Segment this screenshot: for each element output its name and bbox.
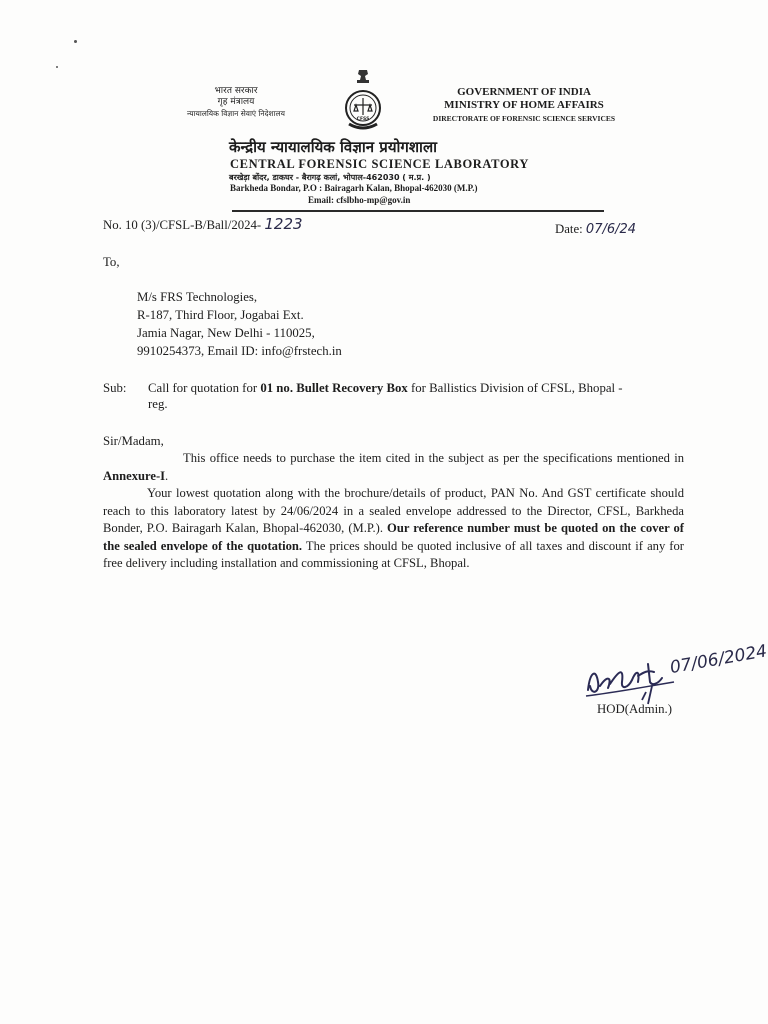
address-english: Barkheda Bondar, P.O : Bairagarh Kalan, Bhopal-462030 (M.P.) xyxy=(230,183,478,193)
directorate-name: DIRECTORATE OF FORENSIC SCIENCE SERVICES xyxy=(432,114,616,123)
subject-label: Sub: xyxy=(103,381,127,395)
reference-instruction: Our reference number must be quoted on the cover of the sealed envelope of the quotation. xyxy=(103,521,684,553)
hindi-line-ministry: गृह मंत्रालय xyxy=(217,97,255,107)
letter-date xyxy=(555,220,636,239)
subject-line2: reg. xyxy=(148,397,168,411)
signature-date: 07/06/2024 xyxy=(668,641,768,678)
p1-end: . xyxy=(165,468,169,483)
subject-item: 01 no. Bullet Recovery Box xyxy=(260,381,408,395)
address-line: Jamia Nagar, New Delhi - 110025, xyxy=(137,326,315,340)
ministry-home-affairs: MINISTRY OF HOME AFFAIRS xyxy=(444,99,604,111)
date-handwritten: 07/6/24 xyxy=(585,222,637,237)
gov-of-india: GOVERNMENT OF INDIA xyxy=(457,86,591,98)
header-divider xyxy=(232,210,604,212)
hindi-line-directorate: न्यायालयिक विज्ञान सेवाएं निदेशालय xyxy=(186,109,285,118)
hindi-line-govt: भारत सरकार xyxy=(214,86,258,96)
address-line: 9910254373, Email ID: info@frstech.in xyxy=(137,344,342,358)
p2-text: Your lowest quotation along with the brochure/details of product, PAN No. And GST certificate should reach to this laboratory latest by 24/06/2024 in a sealed envelope addressed to the Director, CFSL, Barkheda Bonder, P.O. Bairagarh Kalan, Bhopal-462030, (M.P.). xyxy=(103,486,684,535)
scan-speck xyxy=(74,40,77,43)
p2-end: The prices should be quoted inclusive of all taxes and discount if any for free delivery including installation and commissioning at CFSL, Bhopal. xyxy=(103,538,684,570)
salutation: Sir/Madam, xyxy=(103,434,164,448)
ref-printed: No. 10 (3)/CFSL-B/Ball/2024- xyxy=(103,218,262,232)
lab-name-english: CENTRAL FORENSIC SCIENCE LABORATORY xyxy=(230,157,529,171)
scan-speck xyxy=(56,66,58,68)
p1-text: This office needs to purchase the item cited in the subject as per the specifications mentioned in xyxy=(183,451,684,465)
subject-pre: Call for quotation for xyxy=(148,381,261,395)
ref-handwritten: 1223 xyxy=(264,215,303,233)
paragraph-2 xyxy=(103,485,684,573)
address-line: M/s FRS Technologies, xyxy=(137,290,258,304)
reference-number xyxy=(103,215,303,234)
date-label: Date: xyxy=(555,222,583,236)
recipient-address xyxy=(137,288,342,360)
hindi-ministry-block xyxy=(166,86,306,119)
paragraph-1 xyxy=(103,450,684,485)
lab-name-hindi: केन्द्रीय न्यायालयिक विज्ञान प्रयोगशाला xyxy=(229,138,437,156)
annexure-ref: Annexure-I xyxy=(103,468,166,483)
subject-text xyxy=(148,379,623,397)
designation: HOD(Admin.) xyxy=(597,702,672,716)
address-hindi: बरखेड़ा बोंदर, डाकघर - बैरागढ़ कलां, भोपाल-462030 ( म.प्र. ) xyxy=(229,173,431,182)
national-emblem-logo xyxy=(343,68,383,134)
subject-post: for Ballistics Division of CFSL, Bhopal - xyxy=(407,381,623,395)
address-line: R-187, Third Floor, Jogabai Ext. xyxy=(137,308,304,322)
to-label: To, xyxy=(103,255,120,269)
lab-email: Email: cfslbho-mp@gov.in xyxy=(308,195,411,205)
gov-english-block xyxy=(414,86,634,125)
emblem-text: CFSS xyxy=(356,117,370,122)
